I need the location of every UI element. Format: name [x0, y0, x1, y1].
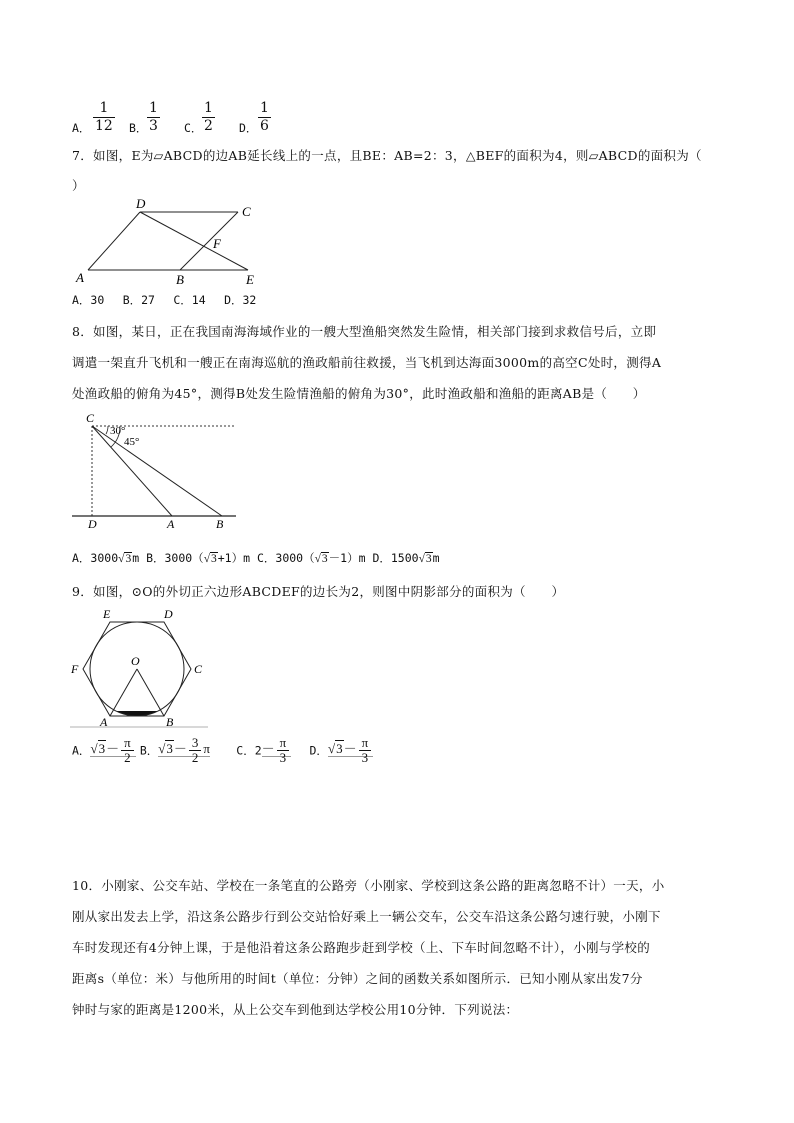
q8-option-b-suffix: +1）m [217, 551, 251, 565]
q10-stem-line2: 刚从家出发去上学，沿这条公路步行到公交站恰好乘上一辆公交车，公交车沿这条公路匀速行驶，小刚下 [72, 909, 661, 924]
q6-option-c-letter: C． [184, 121, 203, 135]
q6-option-c-numerator: 1 [204, 100, 213, 116]
q6-option-d-numerator: 1 [260, 100, 269, 116]
q9-options [72, 736, 373, 765]
q8-label-c: C [86, 411, 95, 425]
q8-stem-line1: 8．如图，某日，正在我国南海海域作业的一艘大型渔船突然发生险情，相关部门接到求救信号后，立即 [72, 324, 657, 339]
q9-option-c-letter: C．2 [236, 743, 262, 758]
q6-option-c-denominator: 2 [204, 118, 213, 134]
q9-option-a-radicand: 3 [98, 741, 106, 757]
q9-label-o: O [131, 654, 140, 668]
q7-label-d: D [136, 196, 146, 211]
q7-stem-line2: ） [72, 178, 85, 193]
q9-option-a-denominator: 2 [124, 750, 131, 765]
q9-option-c-numerator: π [277, 736, 290, 751]
q9-label-a: A [100, 715, 108, 729]
q9-option-c-denominator: 3 [279, 750, 287, 765]
q7-parallelogram-figure [70, 196, 270, 288]
q9-stem: 9．如图，⊙O的外切正六边形ABCDEF的边长为2，则图中阴影部分的面积为（ ） [72, 584, 565, 599]
q6-option-b-letter: B． [129, 121, 148, 135]
q9-option-d-sqrt-sign: √ [327, 741, 336, 757]
q7-segment-cb [180, 212, 238, 270]
q9-label-d: D [164, 607, 173, 621]
q7-label-b: B [176, 272, 184, 287]
q9-hexagon-figure [68, 603, 210, 729]
q8-angle-30-arc [106, 426, 108, 434]
q9-option-b-minus: － [173, 741, 187, 757]
q8-option-b-radicand: 3 [211, 553, 217, 565]
q8-option-b-prefix: B．3000（ [146, 551, 204, 565]
q6-option-a-fraction [93, 100, 115, 135]
q8-option-d-radicand: 3 [425, 553, 432, 565]
q7-segment-de [140, 212, 248, 270]
q9-option-b-sqrt-sign: √ [158, 741, 166, 757]
q9-option-b-pi: π [203, 741, 210, 757]
q8-option-a-unit: m [132, 551, 140, 565]
q8-option-c-radicand: 3 [321, 553, 328, 565]
q8-label-d: D [88, 517, 97, 531]
q7-label-a: A [76, 270, 84, 285]
q9-option-b-denominator: 2 [191, 750, 199, 765]
q9-option-a-letter: A． [72, 743, 91, 758]
q9-label-f: F [71, 662, 79, 676]
q9-option-d-minus: － [343, 741, 357, 757]
q9-label-c: C [194, 662, 203, 676]
q8-option-a-sqrt-sign: √ [118, 553, 125, 565]
q10-stem-line1: 10．小刚家、公交车站、学校在一条笔直的公路旁（小刚家、学校到这条公路的距离忽略不计）一天，小 [72, 878, 665, 893]
q8-option-b-sqrt-sign: √ [203, 553, 210, 565]
q8-option-c-prefix: C．3000（ [256, 551, 315, 565]
q6-option-d-denominator: 6 [260, 118, 269, 134]
q9-option-d-numerator: π [359, 736, 372, 751]
q9-option-b-letter: B． [139, 743, 159, 758]
q7-label-e: E [246, 272, 254, 287]
q9-option-a-sqrt-sign: √ [90, 741, 98, 757]
q6-option-d-letter: D． [239, 121, 258, 135]
q8-stem-line2: 调遣一架直升飞机和一艘正在南海巡航的渔政船前往救援，当飞机到达海面3000m的高空C处时，测得A [72, 355, 662, 370]
q10-stem-line4: 距离s（单位：米）与他所用的时间t（单位：分钟）之间的函数关系如图所示．已知小刚从家出发7分 [72, 971, 643, 986]
q10-stem-line5: 钟时与家的距离是1200米，从上公交车到他到达学校公用10分钟．下列说法： [72, 1002, 519, 1017]
q6-option-b-denominator: 3 [149, 118, 158, 134]
q9-option-d-denominator: 3 [361, 750, 369, 765]
q8-stem-line3: 处渔政船的俯角为45°，测得B处发生险情渔船的俯角为30°，此时渔政船和渔船的距离AB是（ ） [72, 386, 646, 401]
q8-option-d-sqrt-sign: √ [418, 553, 425, 565]
q9-option-d-radicand: 3 [336, 741, 343, 757]
q8-option-a-radicand: 3 [125, 553, 132, 565]
q8-angle-figure [70, 410, 242, 532]
q9-option-d-letter: D． [309, 743, 328, 758]
q7-label-c: C [242, 204, 251, 219]
q8-label-angle-30: 30° [110, 425, 126, 437]
q9-label-b: B [166, 715, 174, 729]
q8-options [72, 550, 440, 566]
q8-line-cb [92, 426, 222, 516]
q8-option-c-suffix: －1）m [328, 551, 366, 565]
q10-stem-line3: 车时发现还有4分钟上课，于是他沿着这条公路跑步赶到学校（上、下车时间忽略不计），小刚与学校的 [72, 940, 651, 955]
q9-option-a-numerator: π [121, 736, 134, 751]
q6-option-d-fraction [258, 100, 271, 135]
q6-option-a-numerator: 1 [93, 100, 115, 118]
q8-option-d-prefix: D．1500 [372, 551, 419, 565]
q8-option-c-sqrt-sign: √ [314, 553, 321, 565]
q7-stem-line1: 7．如图，E为▱ABCD的边AB延长线上的一点，且BE：AB=2：3，△BEF的面积为4，则▱ABCD的面积为（ [72, 148, 702, 163]
q9-option-c-minus: － [261, 741, 275, 757]
q6-option-b-numerator: 1 [149, 100, 158, 116]
q6-option-a-letter: A． [72, 121, 91, 135]
q6-option-a-denominator: 12 [95, 118, 113, 134]
q8-option-d-unit: m [432, 551, 440, 565]
q7-segment-ad [88, 212, 140, 270]
q9-option-a-minus: － [106, 741, 120, 757]
q7-label-f: F [213, 236, 221, 251]
q6-option-c-fraction [202, 100, 215, 135]
q7-options: A．30 B．27 C．14 D．32 [72, 293, 257, 307]
q8-option-a-prefix: A．3000 [72, 551, 119, 565]
q8-label-angle-45: 45° [124, 436, 140, 448]
q9-option-b-radicand: 3 [166, 741, 173, 757]
q8-label-a: A [167, 517, 175, 531]
q6-option-b-fraction [147, 100, 160, 135]
q9-label-e: E [103, 607, 111, 621]
q8-label-b: B [216, 517, 224, 531]
q9-option-b-numerator: 3 [189, 736, 202, 751]
